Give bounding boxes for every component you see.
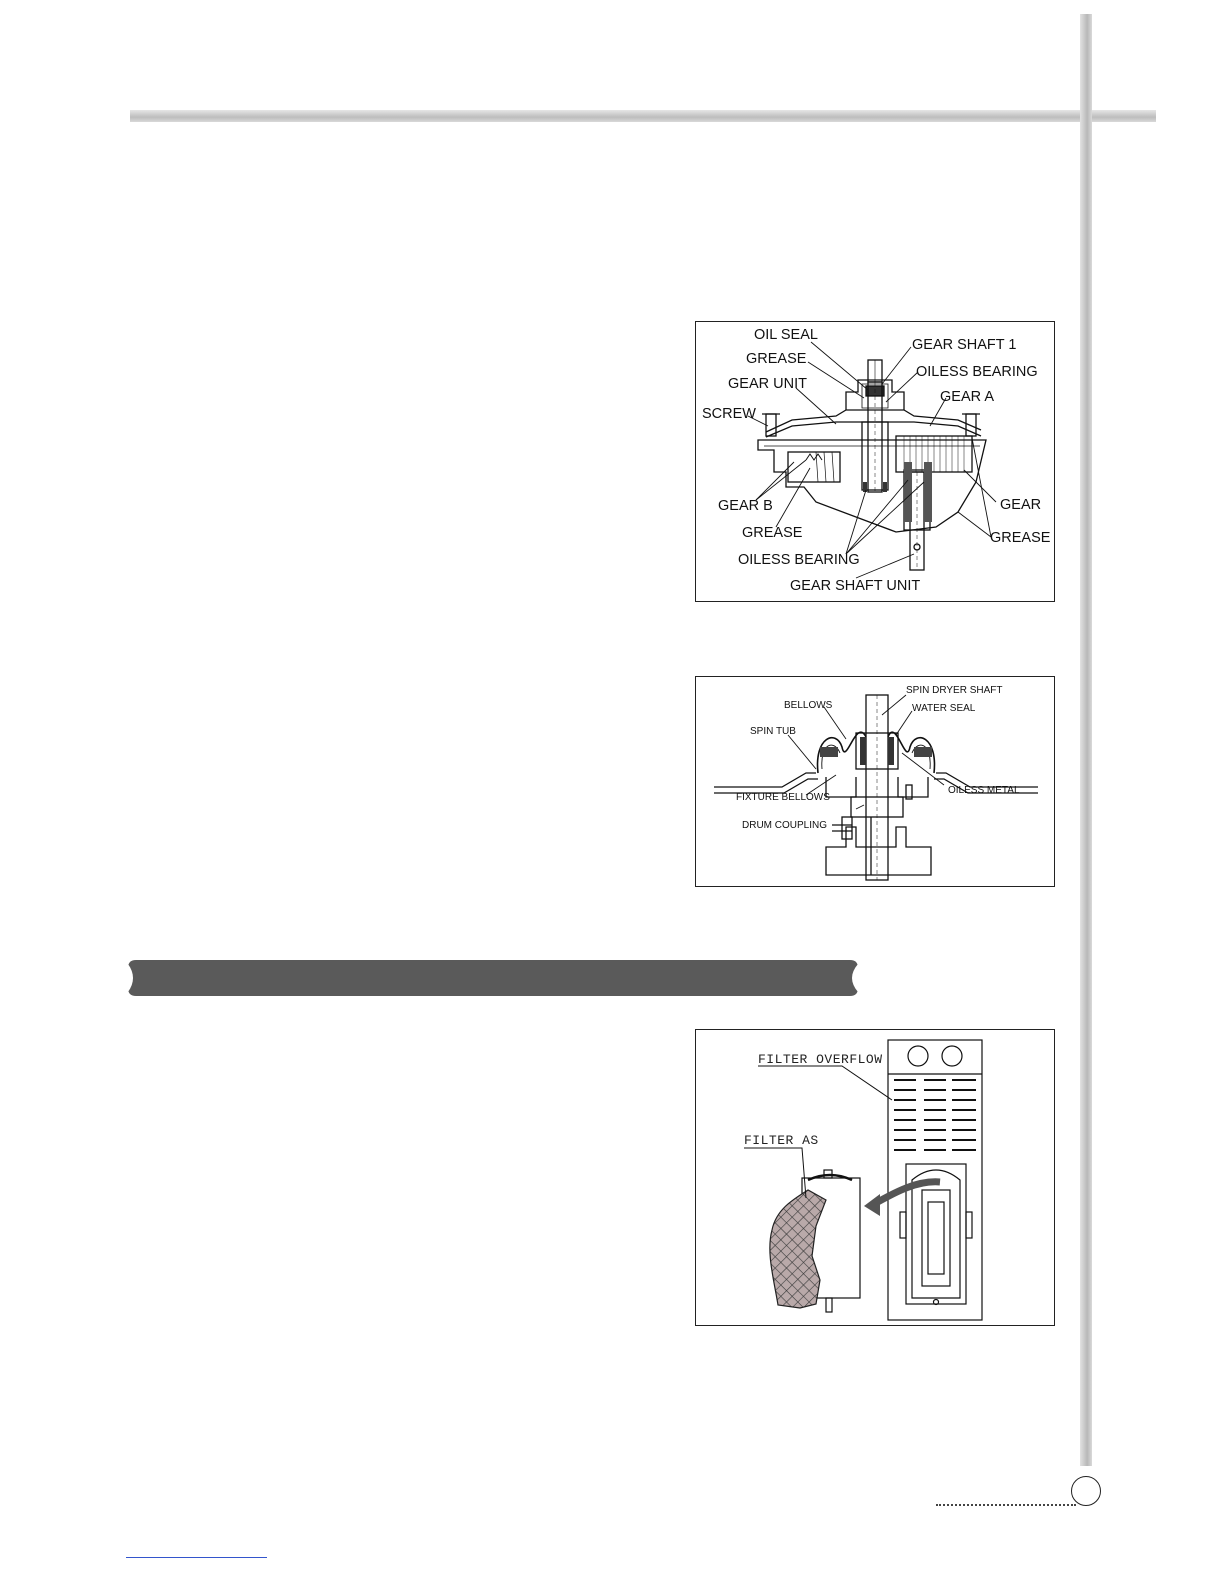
bellows-drawing — [696, 677, 1056, 888]
bellows-diagram — [695, 676, 1055, 887]
label-oil-seal: OIL SEAL — [754, 327, 818, 343]
label-grease-right: GREASE — [990, 530, 1051, 546]
label-gear-unit: GEAR UNIT — [728, 376, 807, 392]
label-filter-as: FILTER AS — [744, 1133, 819, 1148]
label-gear-b: GEAR B — [718, 498, 773, 514]
side-rule — [1080, 14, 1092, 1466]
gear-case-drawing — [696, 322, 1056, 603]
label-spin-dryer-shaft: SPIN DRYER SHAFT — [906, 685, 1003, 696]
footer-link-underline — [126, 1557, 267, 1558]
page-number-circle — [1071, 1476, 1101, 1506]
label-screw: SCREW — [702, 406, 756, 422]
label-drum-coupling: DRUM COUPLING — [742, 820, 828, 831]
label-gear-shaft-1: GEAR SHAFT 1 — [912, 337, 1017, 353]
label-filter-overflow: FILTER OVERFLOW — [758, 1052, 883, 1067]
label-gear-shaft-unit: GEAR SHAFT UNIT — [790, 578, 921, 594]
label-gear: GEAR — [1000, 497, 1042, 513]
label-grease-left: GREASE — [742, 525, 803, 541]
header-rule — [130, 110, 1156, 122]
filter-drawing — [696, 1030, 1056, 1327]
filter-diagram — [695, 1029, 1055, 1326]
label-spin-tub: SPIN TUB — [750, 726, 796, 737]
footer-dotted-rule — [936, 1504, 1076, 1506]
label-fixture-bellows: FIXTURE BELLOWS — [736, 792, 830, 803]
label-bellows: BELLOWS — [784, 700, 833, 711]
label-grease-top: GREASE — [746, 351, 807, 367]
gear-case-diagram — [695, 321, 1055, 602]
label-oiless-bearing-top: OILESS BEARING — [916, 364, 1038, 380]
label-water-seal: WATER SEAL — [912, 703, 976, 714]
label-gear-a: GEAR A — [940, 389, 994, 405]
label-oiless-metal: OILESS METAL — [948, 785, 1020, 796]
label-oiless-bearing-bottom: OILESS BEARING — [738, 552, 860, 568]
section-heading-bar — [128, 960, 858, 996]
